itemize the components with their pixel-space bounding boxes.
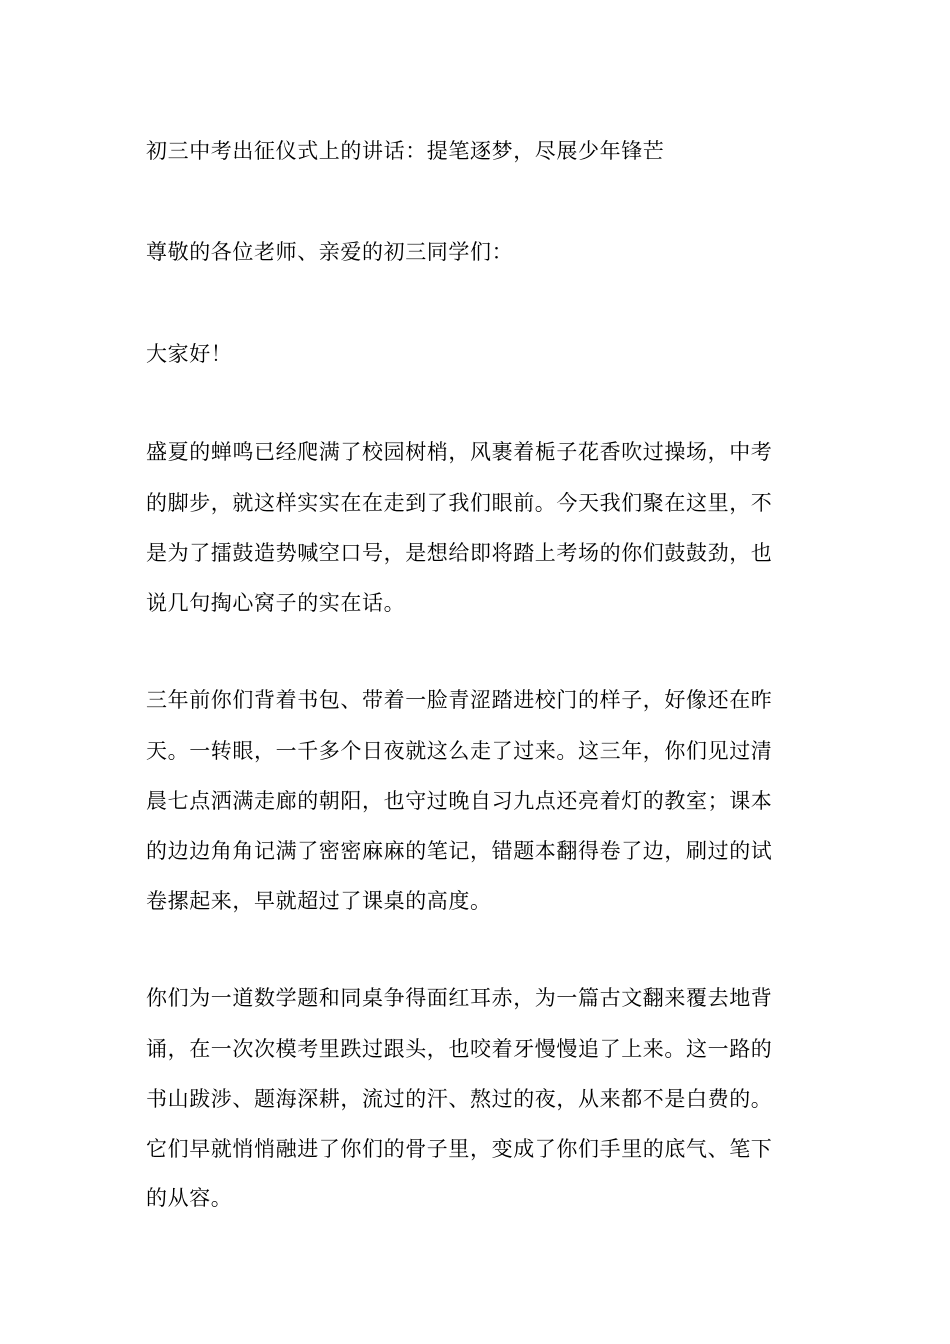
paragraph-line: 天。一转眼，一千多个日夜就这么走了过来。这三年，你们见过清 [146,739,773,763]
salutation: 尊敬的各位老师、亲爱的初三同学们： [146,240,514,264]
paragraph-line: 的脚步，就这样实实在在走到了我们眼前。今天我们聚在这里，不 [146,491,773,515]
paragraph-line: 说几句掏心窝子的实在话。 [146,591,406,615]
paragraph-line: 卷摞起来，早就超过了课桌的高度。 [146,889,492,913]
paragraph-line: 的从容。 [146,1186,233,1210]
paragraph-line: 你们为一道数学题和同桌争得面红耳赤，为一篇古文翻来覆去地背 [146,986,773,1010]
paragraph-line: 盛夏的蝉鸣已经爬满了校园树梢，风裹着栀子花香吹过操场，中考 [146,440,773,464]
paragraph-line: 书山跋涉、题海深耕，流过的汗、熬过的夜，从来都不是白费的。 [146,1087,773,1111]
paragraph-line: 晨七点洒满走廊的朝阳，也守过晚自习九点还亮着灯的教室；课本 [146,789,773,813]
paragraph-line: 是为了擂鼓造势喊空口号，是想给即将踏上考场的你们鼓鼓劲，也 [146,541,773,565]
document-title: 初三中考出征仪式上的讲话：提笔逐梦，尽展少年锋芒 [146,139,665,163]
paragraph-line: 它们早就悄悄融进了你们的骨子里，变成了你们手里的底气、笔下 [146,1137,773,1161]
paragraph-line: 三年前你们背着书包、带着一脸青涩踏进校门的样子，好像还在昨 [146,688,773,712]
greeting: 大家好！ [146,342,233,366]
paragraph-line: 诵，在一次次模考里跌过跟头，也咬着牙慢慢追了上来。这一路的 [146,1037,773,1061]
paragraph-line: 的边边角角记满了密密麻麻的笔记，错题本翻得卷了边，刷过的试 [146,839,773,863]
